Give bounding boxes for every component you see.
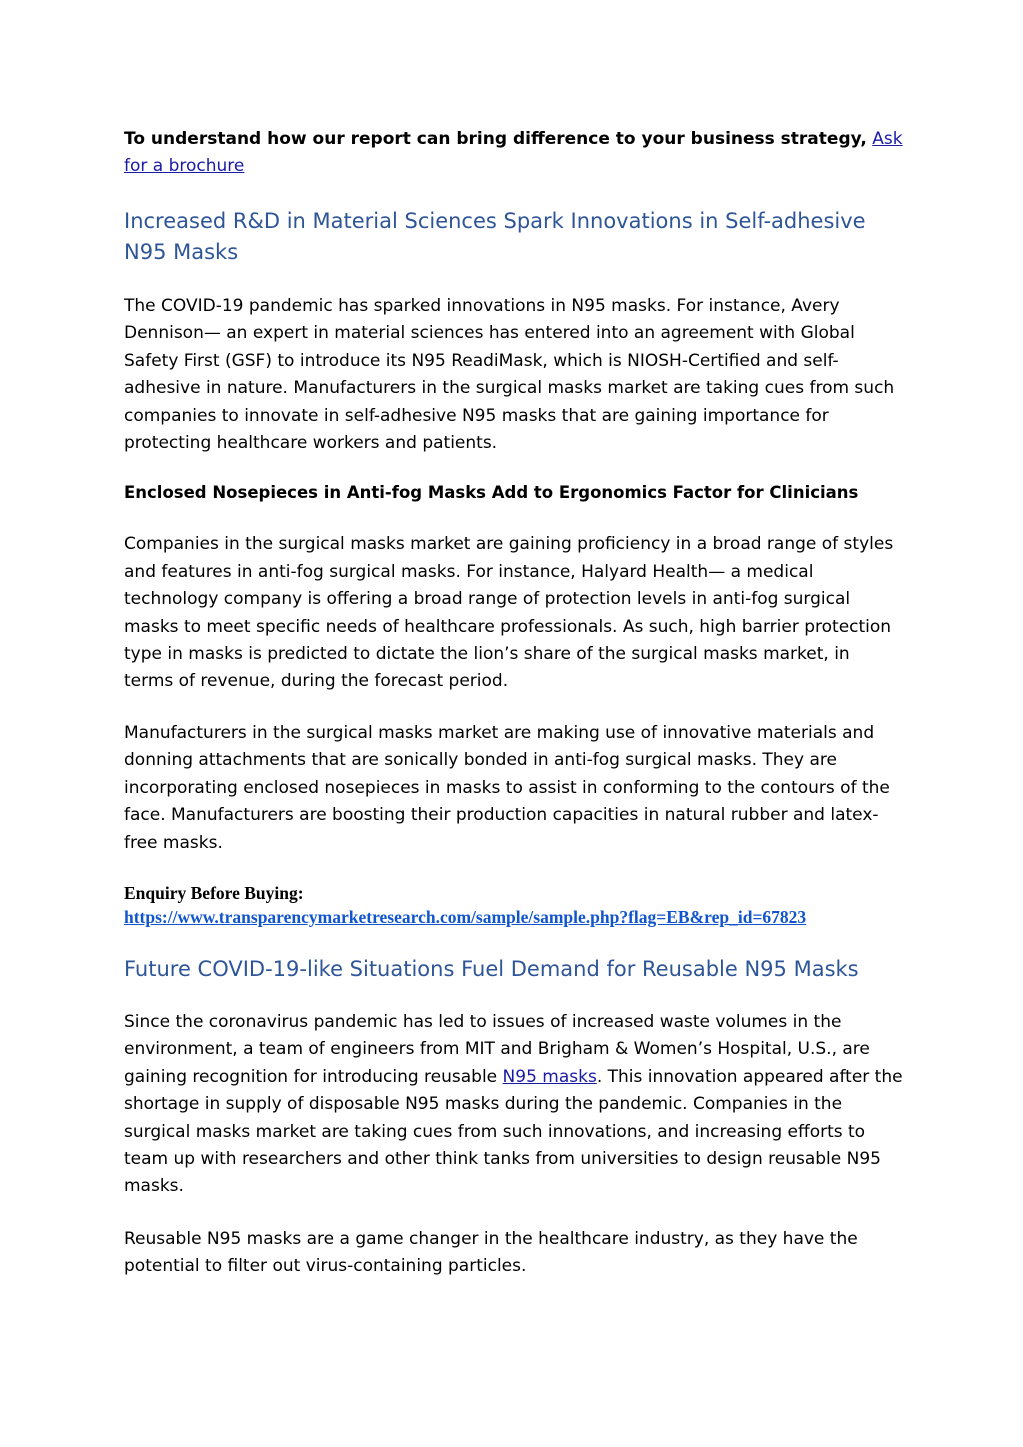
section2-paragraph-1: Companies in the surgical masks market are gaining proficiency in a broad range of styles and features in anti-fog surgical masks. For instance, Halyard Health— a medical technology company is offering a broad range of protection levels in anti-fog surgical masks to meet specific needs of healthcare professionals. As such, high barrier protection type in masks is predicted to dictate the lion’s share of the surgical masks market, in terms of revenue, during the forecast period. [124,534,894,692]
intro-bold-text: To understand how our report can bring difference to your business strategy, [124,129,867,149]
section3-heading: Future COVID-19-like Situations Fuel Demand for Reusable N95 Masks [124,956,859,981]
section3-paragraph-2: Reusable N95 masks are a game changer in the healthcare industry, as they have the potential to filter out virus-containing particles. [124,1228,858,1277]
ask-brochure-link[interactable]: Ask for a brochure [124,129,903,176]
section2-heading: Enclosed Nosepieces in Anti-fog Masks Add to Ergonomics Factor for Clinicians [124,483,859,503]
section1-heading: Increased R&D in Material Sciences Spark Innovations in Self-adhesive N95 Masks [124,209,866,264]
enquiry-label: Enquiry Before Buying: [124,882,304,903]
section3-paragraph-1-end: . This innovation appeared after the shortage in supply of disposable N95 masks during the pandemic. Companies in the surgical masks market are taking cues from such innovations, and increasing efforts to team up with researchers and other think tanks from universities to design reusable N95 masks. [124,1066,903,1197]
section1-paragraph: The COVID-19 pandemic has sparked innovations in N95 masks. For instance, Avery Dennison— an expert in material sciences has entered into an agreement with Global Safety First (GSF) to introduce its N95 ReadiMask, which is NIOSH-Certified and self-adhesive in nature. Manufacturers in the surgical masks market are taking cues from such companies to innovate in self-adhesive N95 masks that are gaining importance for protecting healthcare workers and patients. [124,296,895,454]
intro-paragraph [124,126,904,180]
section3-paragraph-1-start: Since the coronavirus pandemic has led to issues of increased waste volumes in the environment, a team of engineers from MIT and Brigham & Women’s Hospital, U.S., are gaining recognition for introducing reusable [124,1011,870,1087]
enquiry-block [124,881,904,929]
n95-masks-link[interactable]: N95 masks [502,1066,597,1087]
enquiry-url-link[interactable]: https://www.transparencymarketresearch.com/sample/sample.php?flag=EB&rep_id=67823 [124,906,807,927]
document-page [124,126,904,1281]
section2-paragraph-2: Manufacturers in the surgical masks market are making use of innovative materials and donning attachments that are sonically bonded in anti-fog surgical masks. They are incorporating enclosed nosepieces in masks to assist in conforming to the contours of the face. Manufacturers are boosting their production capacities in natural rubber and latex-free masks. [124,722,890,853]
section3-paragraph-1 [124,1009,904,1201]
